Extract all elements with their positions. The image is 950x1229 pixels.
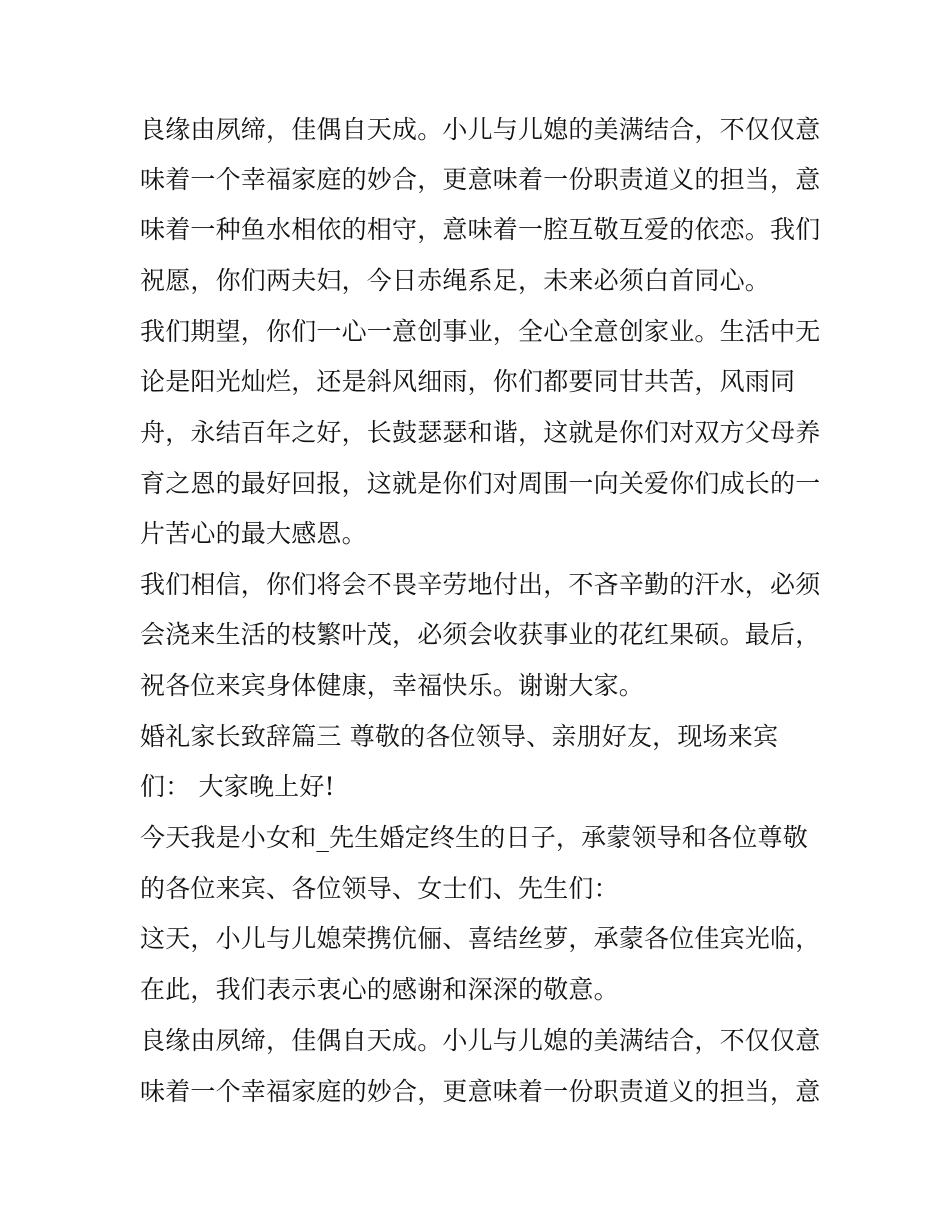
text-line: 我们相信，你们将会不畏辛劳地付出，不吝辛勤的汗水，必须 bbox=[140, 570, 821, 599]
text-line: 味着一个幸福家庭的妙合，更意味着一份职责道义的担当，意 bbox=[140, 165, 821, 194]
text-line: 祝愿，你们两夫妇，今日赤绳系足，未来必须白首同心。 bbox=[140, 266, 771, 295]
text-line: 育之恩的最好回报，这就是你们对周围一向关爱你们成长的一 bbox=[140, 469, 821, 498]
text-line: 片苦心的最大感恩。 bbox=[140, 519, 367, 548]
text-line: 味着一个幸福家庭的妙合，更意味着一份职责道义的担当，意 bbox=[140, 1077, 821, 1106]
text-line: 今天我是小女和_先生婚定终生的日子，承蒙领导和各位尊敬 bbox=[140, 823, 808, 852]
text-line: 论是阳光灿烂，还是斜风细雨，你们都要同甘共苦，风雨同 bbox=[140, 367, 796, 396]
text-line: 们： 大家晚上好! bbox=[140, 772, 335, 801]
section-heading-line: 婚礼家长致辞篇三 尊敬的各位领导、亲朋好友，现场来宾 bbox=[140, 722, 779, 751]
text-line: 良缘由夙缔，佳偶自天成。小儿与儿媳的美满结合，不仅仅意 bbox=[140, 115, 821, 144]
text-line: 这天，小儿与儿媳荣携伉俪、喜结丝萝，承蒙各位佳宾光临， bbox=[140, 924, 821, 953]
text-line: 的各位来宾、各位领导、女士们、先生们： bbox=[140, 874, 619, 903]
text-line: 良缘由夙缔，佳偶自天成。小儿与儿媳的美满结合，不仅仅意 bbox=[140, 1026, 821, 1055]
text-line: 祝各位来宾身体健康，幸福快乐。谢谢大家。 bbox=[140, 671, 645, 700]
text-line: 会浇来生活的枝繁叶茂，必须会收获事业的花红果硕。最后， bbox=[140, 620, 821, 649]
text-line: 在此，我们表示衷心的感谢和深深的敬意。 bbox=[140, 975, 619, 1004]
text-line: 舟，永结百年之好，长鼓瑟瑟和谐，这就是你们对双方父母养 bbox=[140, 418, 821, 447]
text-line: 味着一种鱼水相依的相守，意味着一腔互敬互爱的依恋。我们 bbox=[140, 215, 821, 244]
text-line: 我们期望，你们一心一意创事业，全心全意创家业。生活中无 bbox=[140, 317, 821, 346]
